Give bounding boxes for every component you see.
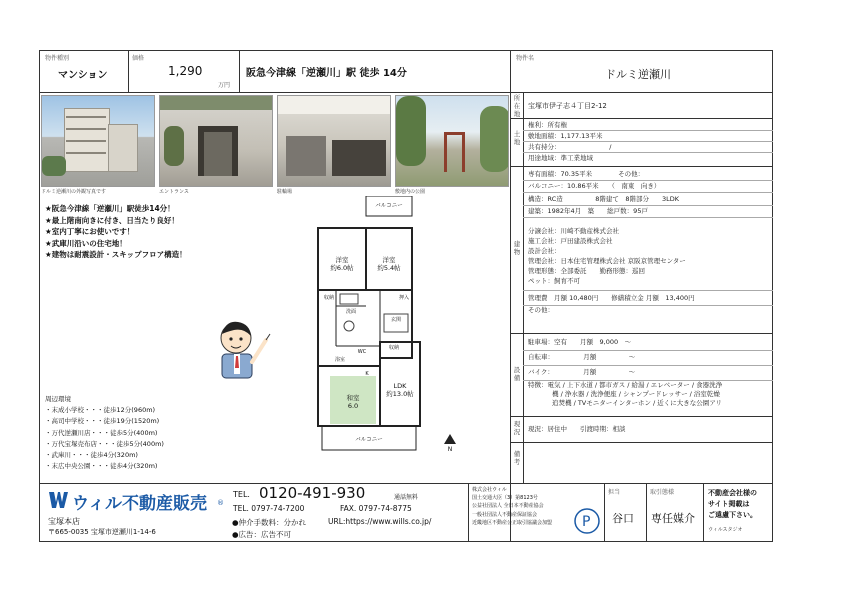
building-block: 専有面積：70.35平米 その他： バルコニー：10.86平米 （ 南東 向き） 構造：RC造 8階建て 8階部分 3LDK 建築：1982年4月 築 総戸数：95戸 分譲会社：川崎不動産株式会社 施工会社：戸田建設株式会社 設計会社： 管理会社：日本住宅管理株式会社 京阪京管理センター 管理形態：全部委託 勤務形態：巡回 ペット：飼育不可 管理費 月額 10,480円 修繕積立金 月額 13,400円 その他： <box>528 170 695 315</box>
room-western-2: 洋室 約5.4帖 <box>377 256 401 272</box>
surroundings-item: ・高司中学校・・・徒歩19分(1520m) <box>45 417 160 426</box>
access-text: 阪急今津線「逆瀬川」駅 徒歩 14分 <box>246 68 407 79</box>
surroundings-item: ・万代宝塚売布店・・・徒歩5分(400m) <box>45 439 164 448</box>
staff-label: 担当 <box>608 489 621 496</box>
deal-type-label: 取引態様 <box>650 489 675 496</box>
room-western-1: 洋室 約6.0帖 <box>330 256 354 272</box>
studio-credit: ウィルスタジオ <box>708 527 743 533</box>
bath-room: 浴室 <box>334 357 345 363</box>
privacy-mark-icon <box>574 508 600 534</box>
location-value: 宝塚市伊孑志４丁目2-12 <box>528 102 607 110</box>
remarks-label: 備考 <box>513 450 521 466</box>
storage-3: 押入 <box>398 295 409 301</box>
company-logo-icon <box>47 488 69 510</box>
property-name-label: 物件名 <box>516 55 535 62</box>
price-unit: 万円 <box>218 82 231 89</box>
room-japanese: 和室 6.0 <box>346 394 360 410</box>
land-block: 権利：所有権 敷地面積：1,177.13平米 共有持分： / 用途地域：準工業地域 <box>528 121 612 162</box>
price-value: 1,290 <box>168 64 203 78</box>
photo-caption-2: エントランス <box>159 189 189 195</box>
photo-caption-3: 駐輪場 <box>277 189 293 195</box>
license-block: 株式会社ウィル 国土交通大臣（3）第8123号 公益社団法人 全日本不動産協会 一般社団法人不動産保証協会 近畿地区不動産公正取引協議会加盟 <box>472 487 553 526</box>
entrance: 玄関 <box>390 317 401 323</box>
feature-item: ★建物は耐震設計・スキップフロア構造！ <box>45 250 187 259</box>
balcony-bottom: バルコニー <box>355 437 383 443</box>
tel-label: TEL. <box>233 490 250 499</box>
status-label: 現況 <box>513 420 521 436</box>
staff-name: 谷口 <box>612 512 634 525</box>
surroundings <box>45 394 164 472</box>
mascot-illustration <box>214 318 278 380</box>
land-label: 土地 <box>513 130 521 146</box>
type-value: マンション <box>58 70 108 81</box>
entrance-photo <box>159 95 273 187</box>
facilities-label: 設備 <box>513 366 521 382</box>
surroundings-item: ・末成小学校・・・徒歩12分(960m) <box>45 406 156 415</box>
feature-list <box>45 203 187 261</box>
property-name: ドルミ逆瀬川 <box>605 68 671 81</box>
price-label: 価格 <box>132 55 145 62</box>
commission: ●仲介手数料：分かれ <box>232 518 307 527</box>
photo-caption-4: 敷地内の公園 <box>395 189 426 195</box>
room-ldk: LDK 約13.0帖 <box>386 382 414 398</box>
building-label: 建物 <box>513 240 521 256</box>
tel-note: 通話無料 <box>394 494 419 501</box>
tel-2[interactable]: TEL. 0797-74-7200 <box>233 504 305 513</box>
balcony-top: バルコニー <box>375 203 403 209</box>
bicycle-parking-photo <box>277 95 391 187</box>
toilet: WC <box>357 349 367 355</box>
surroundings-item: ・末広中央公園・・・徒歩4分(320m) <box>45 462 158 471</box>
svg-text:P: P <box>582 514 591 530</box>
floor-plan <box>300 196 460 464</box>
wash-room: 洗面 <box>345 309 356 315</box>
company-registered-mark: ® <box>217 499 224 507</box>
exterior-photo <box>41 95 155 187</box>
north-arrow-label: N <box>447 446 453 453</box>
photo-caption-1: ドルミ逆瀬川の外観写真です <box>41 189 107 195</box>
facilities-block: 駐車場：空有 月額 9,000 ～ 自転車： 月額 ～ バイク： 月額 ～ 特徴：電気 / 上下水道 / 都市ガス / 給湯 / エレベーター / 食器洗浄 機 / 浄水器 / 洗浄便座 / シャンプードレッサー / 浴室乾燥 追焚機 / TVモニターインターホン / 近くに大きな公園アリ <box>528 338 723 407</box>
status-value: 現況：居住中 引渡時期：相談 <box>528 425 626 433</box>
branch-address: 〒665-0035 宝塚市逆瀬川1-14-6 <box>48 528 156 536</box>
park-photo <box>395 95 509 187</box>
feature-item: ★阪急今津線「逆瀬川」駅徒歩14分！ <box>45 204 175 213</box>
feature-item: ★武庫川沿いの住宅地！ <box>45 238 127 248</box>
tel-number[interactable]: 0120-491-930 <box>259 484 366 502</box>
type-label: 物件種別 <box>45 55 70 62</box>
company-name: ウィル不動産販売 <box>72 494 207 514</box>
location-label: 所在地 <box>513 94 521 118</box>
surroundings-title: 周辺環境 <box>45 395 71 403</box>
branch-name: 宝塚本店 <box>48 517 80 526</box>
kitchen: K <box>365 371 369 377</box>
storage-2: 収納 <box>388 345 399 351</box>
feature-item: ★最上階南向きに付き、日当たり良好！ <box>45 215 179 225</box>
website-url[interactable]: URL:https://www.wills.co.jp/ <box>328 517 432 526</box>
surroundings-item: ・武庫川・・・徒歩4分(320m) <box>45 451 138 460</box>
storage-1: 収納 <box>323 295 334 301</box>
deal-type: 専任媒介 <box>651 512 695 525</box>
fax: FAX. 0797-74-8775 <box>340 504 412 513</box>
ad-policy: ●広告：広告不可 <box>232 530 292 539</box>
surroundings-item: ・万代逆瀬川店・・・徒歩5分(400m) <box>45 428 158 437</box>
no-repost-notice: 不動産会社様の サイト掲載は ご遠慮下さい。 <box>708 489 757 519</box>
feature-item: ★室内丁寧にお使いです！ <box>45 227 135 236</box>
